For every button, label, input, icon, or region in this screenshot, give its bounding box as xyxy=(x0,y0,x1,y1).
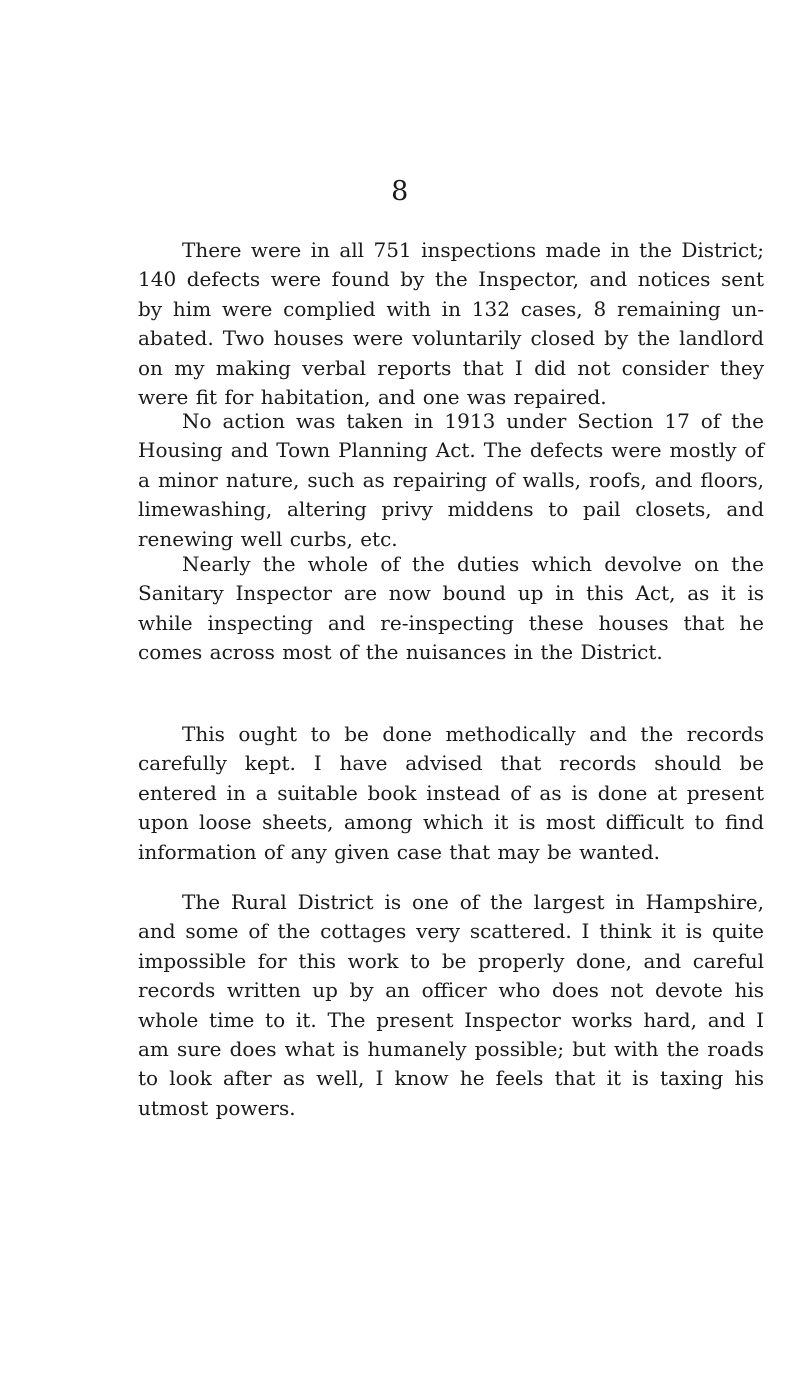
paragraph-rural-district: The Rural District is one of the largest in Hampshire, and some of the cottages very scattered. I think it is quite impossible for this work to be properly done, and careful records written up by an officer who does not devote his whole time to it. The present Inspector works hard, and I am sure does what is humanely possible; but with the roads to look after as well, I know he feels that it is taxing his utmost powers. xyxy=(138,890,764,1120)
paragraph-housing-act: No action was taken in 1913 under Section 17 of the Housing and Town Planning Act. The defects were mostly of a minor nature, such as repairing of walls, roofs, and floors, limewashing, altering privy middens to pail closets, and renewing well curbs, etc. xyxy=(138,409,764,551)
page-number: 8 xyxy=(391,176,409,207)
paragraph-inspector-duties: Nearly the whole of the duties which devolve on the Sanitary Inspector are now bound up in this Act, as it is while inspecting and re-inspecting these houses that he comes across most of the nuisances in the District. xyxy=(138,552,764,665)
paragraph-inspections: There were in all 751 inspections made in the District; 140 defects were found by the Inspector, and notices sent by him were complied with in 132 cases, 8 remaining unabated. Two houses were voluntarily closed by the landlord on my making verbal reports that I did not consider they were fit for habitation, and one was repaired. xyxy=(138,238,764,410)
paragraph-records: This ought to be done methodically and the records carefully kept. I have advised that records should be entered in a suitable book instead of as is done at present upon loose sheets, among which it is most difficult to find information of any given case that may be wanted. xyxy=(138,722,764,864)
